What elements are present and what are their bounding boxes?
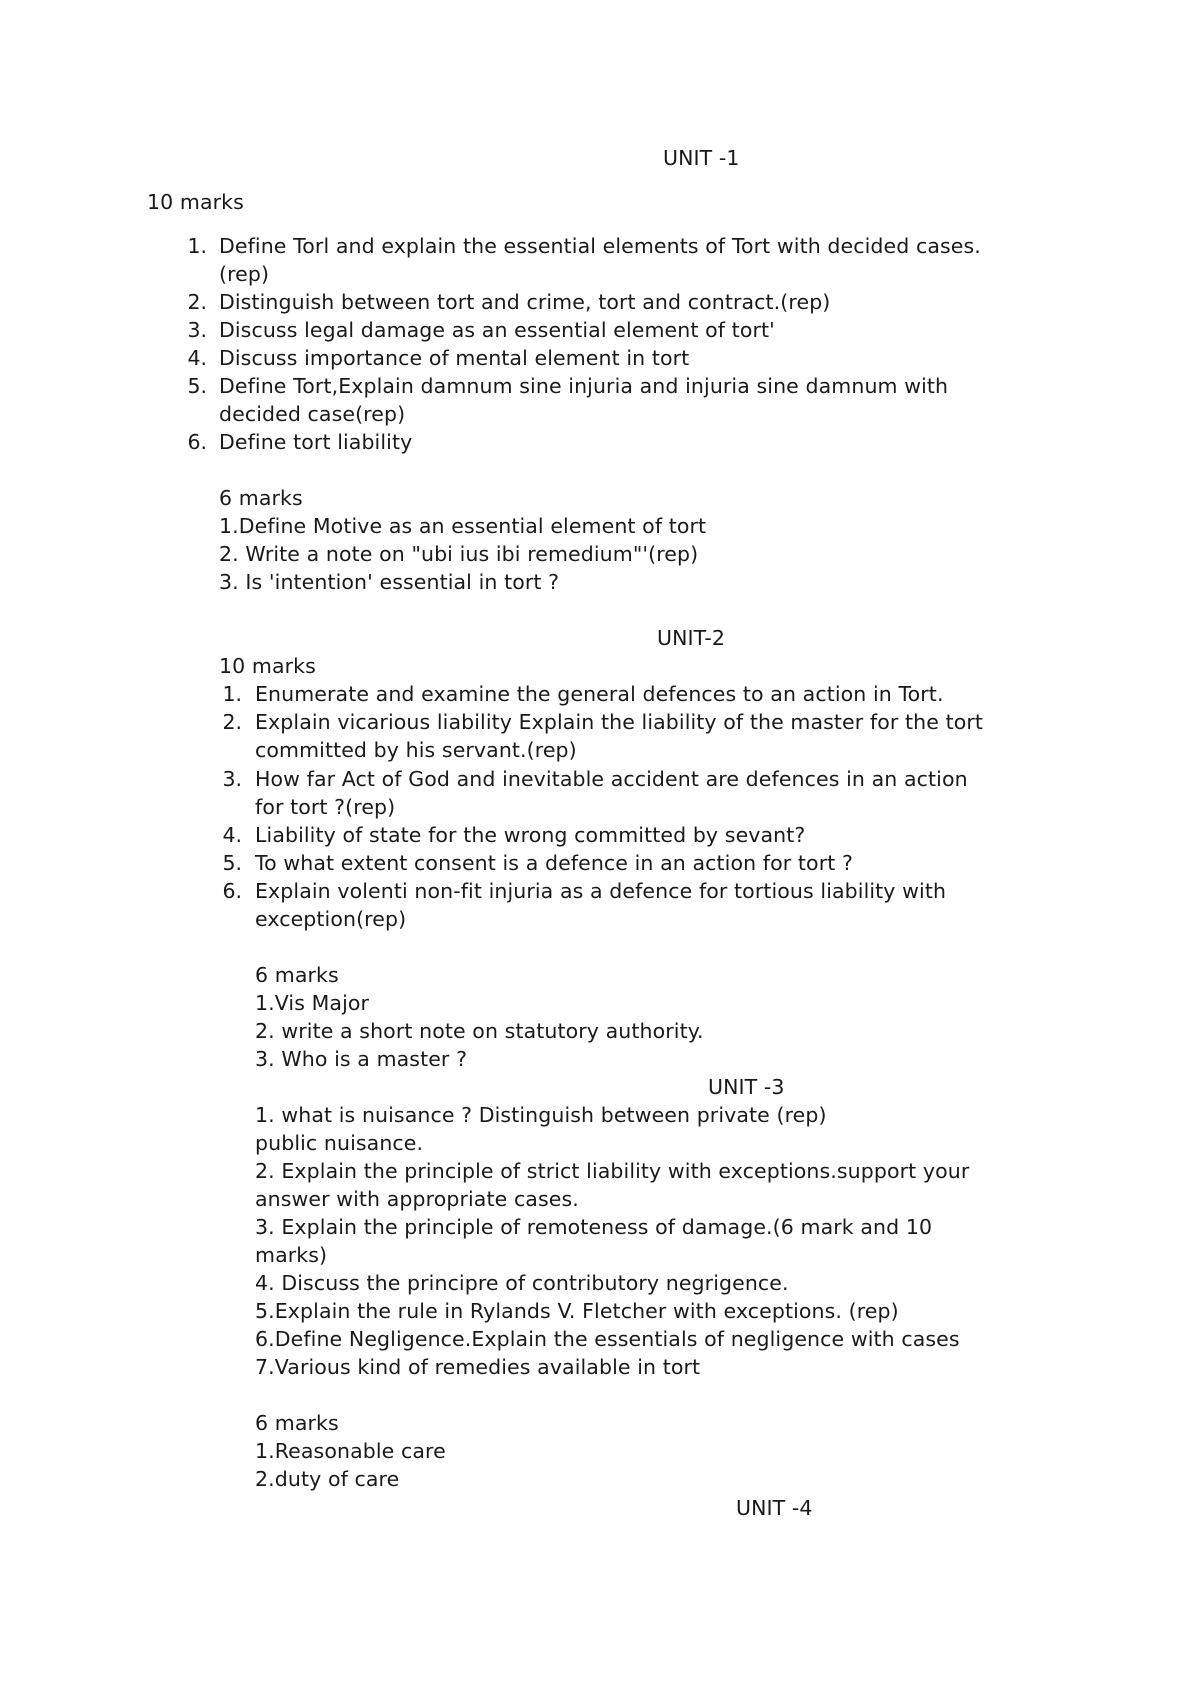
unit1-item-text: Define Tort,Explain damnum sine injuria and injuria sine damnum with xyxy=(219,374,949,398)
unit2-item-number: 3. xyxy=(222,767,242,791)
unit1-item-text: (rep) xyxy=(219,262,270,286)
unit2-six-marks-item: 2. write a short note on statutory authority. xyxy=(255,1019,704,1043)
unit3-text-line: 1. what is nuisance ? Distinguish between private (rep) xyxy=(255,1103,827,1127)
unit2-item-text: Liability of state for the wrong committed by sevant? xyxy=(255,823,806,847)
unit1-six-marks-heading: 6 marks xyxy=(219,486,303,510)
unit3-text-line: 3. Explain the principle of remoteness of damage.(6 mark and 10 xyxy=(255,1215,933,1239)
unit2-item-text: exception(rep) xyxy=(255,907,407,931)
unit1-ten-marks-heading: 10 marks xyxy=(147,190,244,214)
unit1-item-number: 4. xyxy=(187,346,207,370)
unit1-item-number: 2. xyxy=(187,290,207,314)
unit3-text-line: 7.Various kind of remedies available in tort xyxy=(255,1355,701,1379)
unit3-text-line: public nuisance. xyxy=(255,1131,424,1155)
unit2-item-text: How far Act of God and inevitable accident are defences in an action xyxy=(255,767,968,791)
unit1-item-text: Define tort liability xyxy=(219,430,413,454)
unit1-item-text: Discuss importance of mental element in tort xyxy=(219,346,690,370)
unit1-item-number: 6. xyxy=(187,430,207,454)
unit2-item-text: Explain vicarious liability Explain the liability of the master for the tort xyxy=(255,710,984,734)
unit2-item-number: 2. xyxy=(222,710,242,734)
unit1-item-text: Distinguish between tort and crime, tort and contract.(rep) xyxy=(219,290,831,314)
unit4-title: UNIT -4 xyxy=(736,1496,813,1520)
unit1-item-text: decided case(rep) xyxy=(219,402,406,426)
unit2-item-number: 6. xyxy=(222,879,242,903)
unit2-item-number: 4. xyxy=(222,823,242,847)
unit1-item-text: Define Torl and explain the essential elements of Tort with decided cases. xyxy=(219,234,981,258)
unit3-text-line: 2. Explain the principle of strict liability with exceptions.support your xyxy=(255,1159,970,1183)
unit3-title: UNIT -3 xyxy=(708,1075,785,1099)
unit1-item-number: 1. xyxy=(187,234,207,258)
unit2-six-marks-heading: 6 marks xyxy=(255,963,339,987)
unit2-item-text: for tort ?(rep) xyxy=(255,795,396,819)
unit1-item-text: Discuss legal damage as an essential element of tort' xyxy=(219,318,775,342)
unit3-text-line: 6.Define Negligence.Explain the essentials of negligence with cases xyxy=(255,1327,960,1351)
unit3-text-line: answer with appropriate cases. xyxy=(255,1187,579,1211)
unit2-item-number: 1. xyxy=(222,682,242,706)
unit3-six-marks-heading: 6 marks xyxy=(255,1411,339,1435)
unit2-item-text: Explain volenti non-fit injuria as a defence for tortious liability with xyxy=(255,879,947,903)
unit2-item-number: 5. xyxy=(222,851,242,875)
unit2-item-text: Enumerate and examine the general defences to an action in Tort. xyxy=(255,682,944,706)
unit1-six-marks-item: 2. Write a note on "ubi ius ibi remedium"'(rep) xyxy=(219,542,699,566)
unit3-text-line: 5.Explain the rule in Rylands V. Fletcher with exceptions. (rep) xyxy=(255,1299,899,1323)
unit2-ten-marks-heading: 10 marks xyxy=(219,654,316,678)
unit1-title: UNIT -1 xyxy=(663,146,740,170)
unit3-six-marks-item: 2.duty of care xyxy=(255,1467,400,1491)
unit1-six-marks-item: 3. Is 'intention' essential in tort ? xyxy=(219,570,560,594)
unit2-six-marks-item: 3. Who is a master ? xyxy=(255,1047,468,1071)
unit1-six-marks-item: 1.Define Motive as an essential element of tort xyxy=(219,514,707,538)
unit1-item-number: 5. xyxy=(187,374,207,398)
unit1-item-number: 3. xyxy=(187,318,207,342)
unit3-text-line: 4. Discuss the principre of contributory negrigence. xyxy=(255,1271,789,1295)
unit3-text-line: marks) xyxy=(255,1243,328,1267)
unit2-item-text: To what extent consent is a defence in an action for tort ? xyxy=(255,851,853,875)
unit2-six-marks-item: 1.Vis Major xyxy=(255,991,370,1015)
unit2-item-text: committed by his servant.(rep) xyxy=(255,738,577,762)
unit3-six-marks-item: 1.Reasonable care xyxy=(255,1439,446,1463)
unit2-title: UNIT-2 xyxy=(657,626,726,650)
